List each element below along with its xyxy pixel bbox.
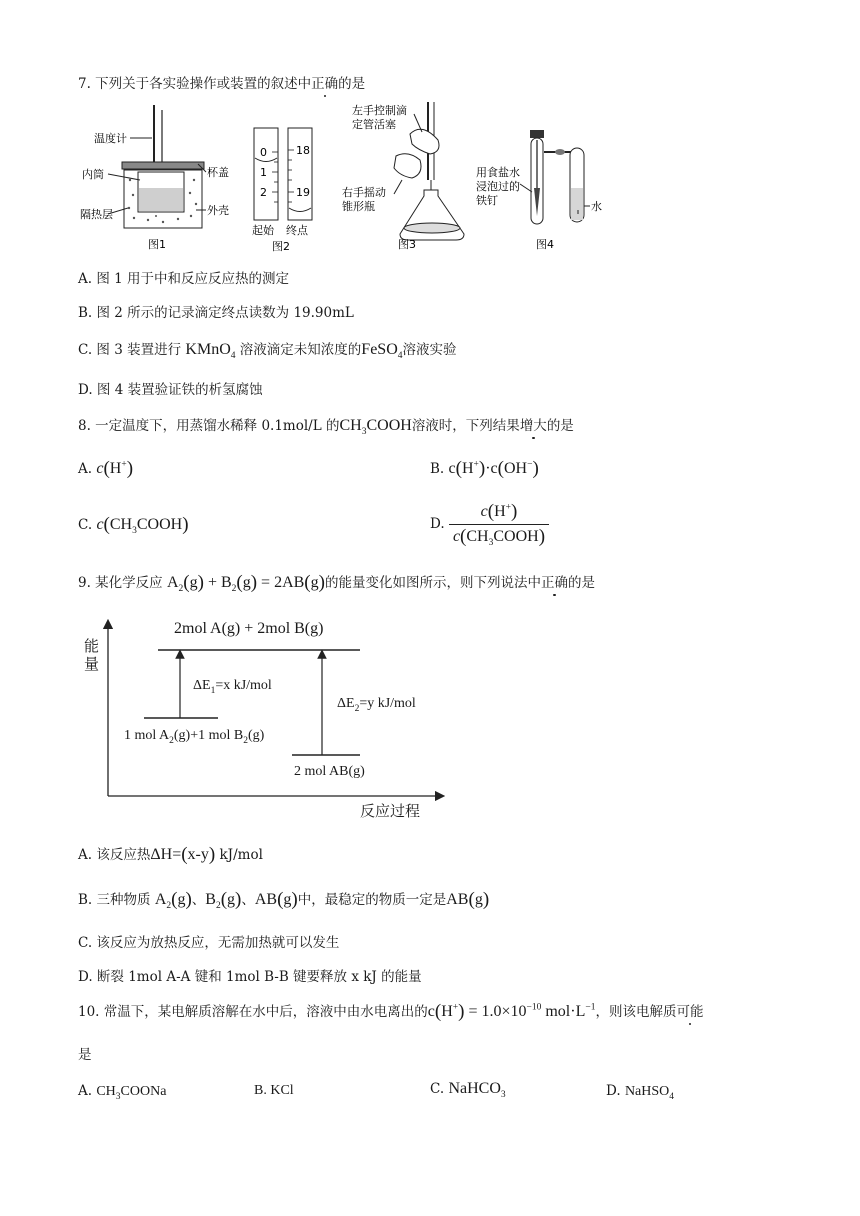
fig2-tick-18: 18 [296, 144, 310, 157]
fig3-titration [338, 100, 478, 255]
y-axis-label: 能 量 [84, 637, 100, 673]
q10-option-b: B. KCl [254, 1083, 294, 1098]
fig1-calorimeter [78, 100, 248, 255]
fig4-label-water: 水 [591, 200, 602, 213]
q7-option-b: B. 图 2 所示的记录滴定终点读数为 19.90mL [78, 305, 354, 321]
fig1-caption: 图1 [148, 238, 166, 251]
q9-option-a: A. 该反应热ΔH=(x-y) kJ/mol [78, 844, 263, 865]
fig3-label-right-hand-2: 锥形瓶 [342, 200, 375, 213]
product-level-label: 2 mol AB(g) [294, 764, 365, 779]
fig3-label-left-hand-2: 定管活塞 [352, 118, 396, 131]
fig1-label-thermometer: 温度计 [94, 132, 127, 145]
de2-label: $\Delta E_2=y$ kJ/mol [337, 696, 416, 714]
fig3-label-left-hand-1: 左手控制滴 [352, 104, 407, 117]
q8-stem: 8. 一定温度下，用蒸馏水稀释 0.1mol/L 的$CH_3COOH$溶液时，下列结果增大的是 [78, 414, 574, 437]
fig4-label-nail-2: 浸泡过的 [476, 180, 520, 193]
reactant-level-label: 1 mol $A_2(g)+1$ mol $B_2(g)$ [124, 728, 265, 746]
fig1-label-insulation: 隔热层 [80, 208, 113, 221]
energy-diagram [80, 610, 460, 830]
fig3-label-right-hand-1: 右手摇动 [342, 186, 386, 199]
q9-option-d: D. 断裂 1mol A-A 键和 1mol B-B 键要释放 x kJ 的能量 [78, 969, 422, 985]
q10-stem-end: 是 [78, 1047, 92, 1063]
q9-option-c: C. 该反应为放热反应，无需加热就可以发生 [78, 935, 340, 951]
x-axis-label: 反应过程 [360, 802, 421, 820]
fig2-caption: 图2 [272, 240, 290, 253]
q10-option-a: A. $CH_3COONa$ [78, 1083, 167, 1102]
q7-stem: 7. 下列关于各实验操作或装置的叙述中正确的是 [78, 72, 365, 92]
q9-option-b: B. 三种物质 $A_2(g)$、$B_2(g)$、AB(g)中，最稳定的物质一定是AB(g) [78, 889, 490, 912]
fig2-tick-0: 0 [260, 146, 267, 159]
fig2-label-end: 终点 [286, 224, 308, 237]
fig1-label-inner-cup: 内筒 [82, 168, 104, 181]
fig3-caption: 图3 [398, 238, 416, 251]
top-level-label: 2mol A(g) + 2mol B(g) [174, 620, 324, 637]
fig2-tick-1: 1 [260, 166, 267, 179]
de1-label: $\Delta E_1=x$ kJ/mol [193, 678, 272, 696]
fig4-label-nail-3: 铁钉 [476, 194, 498, 207]
q8-option-d: D. $\frac{c(H^+)}{c(CH_3COOH)}$ [430, 501, 549, 548]
fig4-label-nail-1: 用食盐水 [476, 166, 520, 179]
fig2-burette [250, 120, 330, 255]
fig2-tick-2: 2 [260, 186, 267, 199]
q10-option-c: C. NaHCO$_3$ [430, 1080, 506, 1101]
q8-option-a: A. c(H+) [78, 458, 134, 479]
fig1-label-shell: 外壳 [207, 204, 229, 217]
q9-stem: 9. 某化学反应 $A_2(g) + B_2(g) = 2AB(g)$的能量变化如图所示，则下列说法中正确的是 [78, 572, 595, 595]
q7-option-a: A. 图 1 用于中和反应反应热的测定 [78, 271, 290, 287]
fig1-label-lid: 杯盖 [207, 166, 229, 179]
q8-option-c: C. $c(CH_3COOH)$ [78, 514, 189, 537]
fig4-caption: 图4 [536, 238, 554, 251]
fig2-tick-19: 19 [296, 186, 310, 199]
q7-option-d: D. 图 4 装置验证铁的析氢腐蚀 [78, 382, 263, 398]
fig4-corrosion [474, 126, 614, 256]
q10-stem: 10. 常温下，某电解质溶解在水中后，溶液中由水电离出的$c(H^+) = 1.0\times 10^{-10}$ $mol\cdot L^{-1}$，则该电解质可能 [78, 1001, 704, 1022]
q7-option-c: C. 图 3 装置进行 KMnO$_4$ 溶液滴定未知浓度的FeSO$_4$溶液实验 [78, 341, 457, 362]
q8-option-b: B. c(H+)·c(OH−) [430, 458, 539, 479]
q10-option-d: D. NaHSO$_4$ [606, 1083, 675, 1102]
fig2-label-start: 起始 [252, 224, 274, 237]
